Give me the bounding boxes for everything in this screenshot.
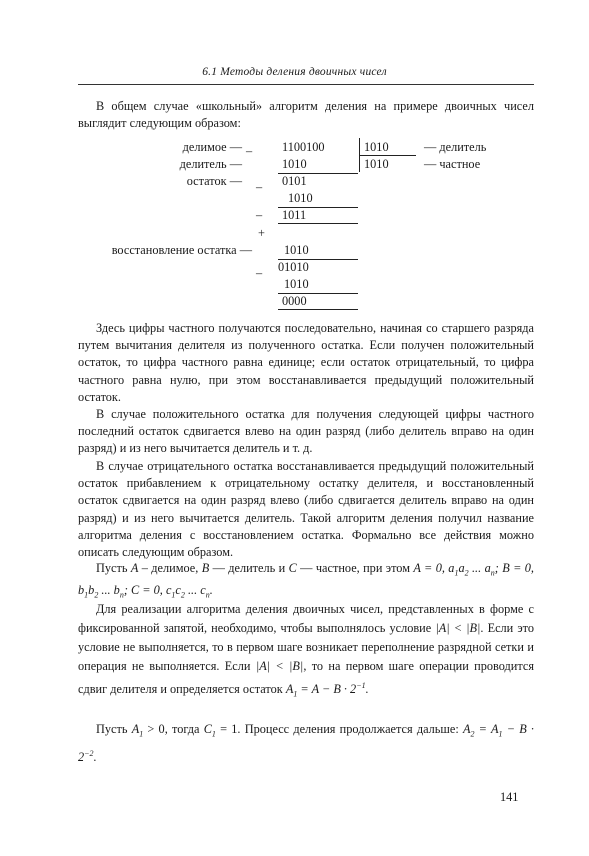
minus-sign-3: –	[256, 208, 263, 222]
label-divisor: делитель —	[179, 157, 242, 171]
running-header: 6.1 Методы деления двоичных чисел	[202, 66, 387, 78]
page-number: 141	[500, 790, 519, 804]
condition-1: |A| < |B|	[435, 621, 481, 635]
restore-value: 1010	[284, 243, 309, 257]
label-divisor-right: — делитель	[424, 140, 487, 154]
paragraph-4: Пусть A – делимое, B — делитель и C — частное, при этом A = 0, $a_1a_2$ ... $a_n$; B = 0, $b_1b_2$ ... $b_n$; C = 0, $c_1c_2$ ... $c_n$.	[78, 561, 534, 600]
plus-sign: +	[258, 226, 265, 240]
minus-sign-4: –	[256, 266, 263, 280]
header-rule	[78, 84, 534, 85]
quotient-value: 1010	[364, 157, 389, 171]
paragraph-3: В случае отрицательного остатка восстанавливается предыдущий положительный остаток прибавлением к отрицательному остатку делителя, и восстановленный остаток сдвигается на один разряд влево (либо сдвигается делитель вправо на один разряд) и из него вычитается делитель. Такой алгоритм деления получил название алгоритма деления с восстановлением остатка. Формально все действия можно описать следующим образом.	[78, 459, 534, 560]
minus-sign: –	[246, 144, 253, 158]
subtract-2: 1010	[284, 277, 309, 291]
subtract-1: 1010	[288, 191, 313, 205]
remainder-1: 0101	[282, 174, 307, 188]
divisor-right-value: 1010	[364, 140, 389, 154]
final-remainder: 0000	[282, 294, 307, 308]
label-restore: восстановление остатка —	[111, 243, 252, 257]
remainder-2: 1011	[282, 208, 307, 222]
dividend-value: 1100100	[282, 140, 325, 154]
label-quotient-right: — частное	[424, 157, 481, 171]
rule-6	[278, 309, 358, 310]
divisor-value: 1010	[282, 157, 307, 171]
formula-a2: $A_2 = A_1 - B \cdot 2^{-2}$.	[78, 722, 534, 764]
rule-3	[278, 223, 358, 224]
intro-paragraph: В общем случае «школьный» алгоритм деления на примере двоичных чисел выглядит следующим образом:	[78, 99, 534, 131]
condition-2: |A| < |B|	[255, 659, 304, 673]
quotient-rule	[360, 155, 416, 156]
formula-definitions: A = 0, $a_1a_2$ ... $a_n$; B = 0, $b_1b_2$ ... $b_n$; C = 0, $c_1c_2$ ... $c_n$.	[78, 561, 534, 600]
remainder-3: 01010	[278, 260, 309, 274]
paragraph-6: Пусть $A_1 > 0$, тогда $C_1 = 1$. Процесс деления продолжается дальше: $A_2 = A_1 - B \cdot 2^{-2}$.	[78, 722, 534, 764]
paragraph-5: Для реализации алгоритма деления двоичных чисел, представленных в форме с фиксированной запятой, необходимо, чтобы выполнялось условие |A| < |B|. Если это условие не выполняется, то в первом шаге возникает переполнение разрядной сетки и операция не выполняется. Если |A| < |B|, то на первом шаге операции проводится сдвиг делителя и определяется остаток $A_1 = A - B \cdot 2^{-1}$.	[78, 602, 534, 699]
formula-a1: $A_1 = A - B \cdot 2^{-1}$.	[285, 681, 369, 699]
paragraph-2: В случае положительного остатка для получения следующей цифры частного последний остаток сдвигается влево на один разряд (либо делитель вправо на один разряд) и из него вычитается делитель и т. д.	[78, 407, 534, 456]
label-dividend: делимое —	[182, 140, 242, 154]
label-remainder: остаток —	[186, 174, 242, 188]
minus-sign-2: –	[256, 180, 263, 194]
paragraph-1: Здесь цифры частного получаются последовательно, начиная со старшего разряда путем вычитания делителя из полученного остатка. Если получен положительный остаток, то цифра частного равна единице; если остаток отрицательный, то цифра частного равна нулю, при этом восстанавливается предыдущий положительный остаток.	[78, 321, 534, 404]
